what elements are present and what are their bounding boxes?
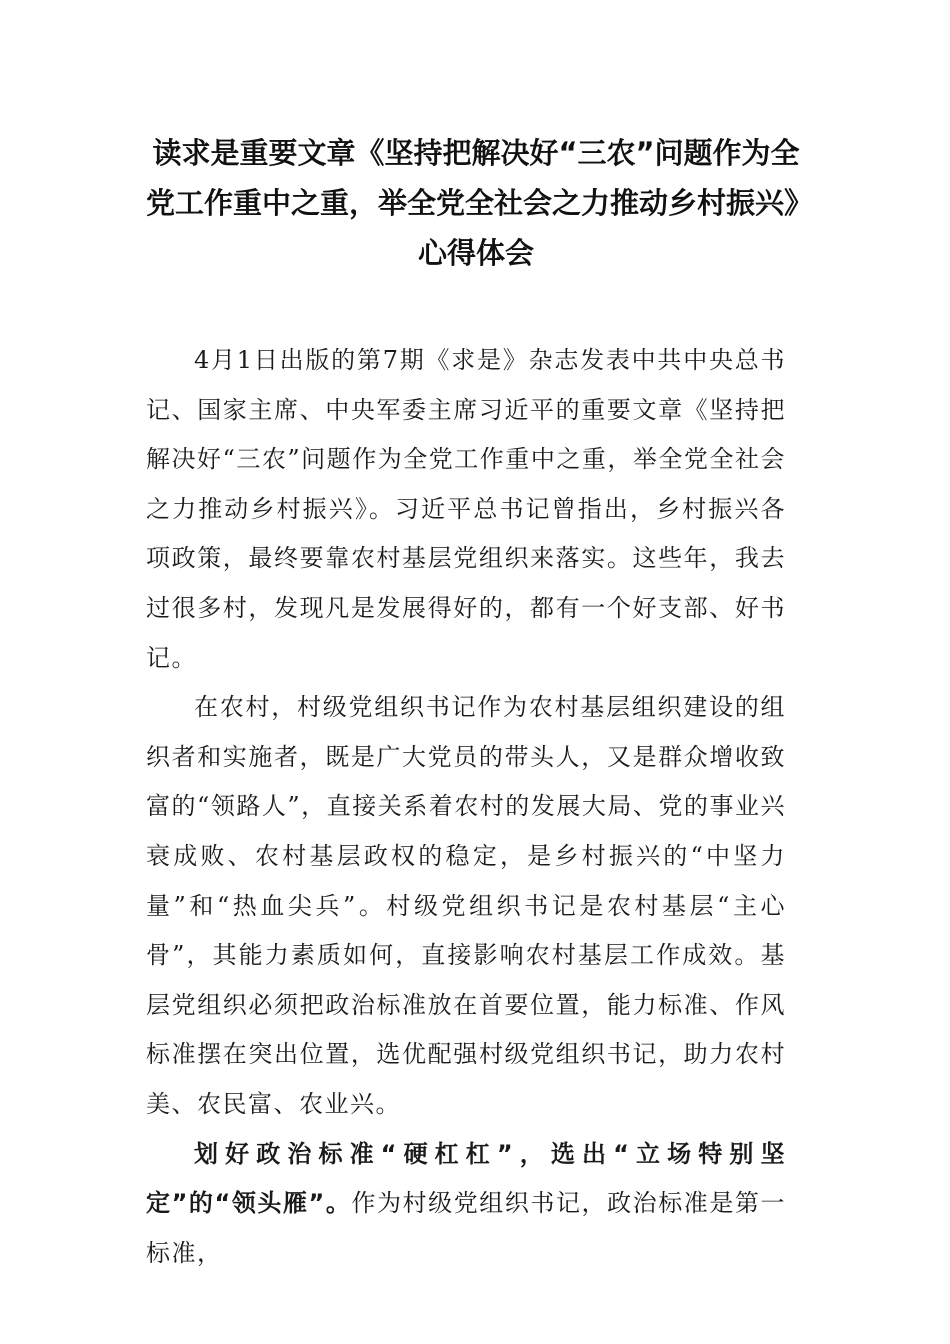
paragraph-1-text: 4月1日出版的第7期《求是》杂志发表中共中央总书记、国家主席、中央军委主席习近平的重要文章《坚持把解决好“三农”问题作为全党工作重中之重，举全党全社会之力推动乡村振兴》。习近平总书记曾指出，乡村振兴各项政策，最终要靠农村基层党组织来落实。这些年，我去过很多村，发现凡是发展得好的，都有一个好支部、好书记。 xyxy=(146,346,786,672)
paragraph-1 xyxy=(146,336,786,683)
title-line-3: 心得体会 xyxy=(417,236,534,270)
paragraph-3-lead: 划好政治标准“硬杠杠”，选出“立场特别坚定”的“领头雁”。 xyxy=(146,1139,786,1218)
title-line-1: 读求是重要文章《坚持把解决好“三农”问题作为全 xyxy=(152,136,800,170)
document-body xyxy=(146,336,786,1278)
paragraph-2-text: 在农村，村级党组织书记作为农村基层组织建设的组织者和实施者，既是广大党员的带头人，又是群众增收致富的“领路人”，直接关系着农村的发展大局、党的事业兴衰成败、农村基层政权的稳定，是乡村振兴的“中坚力量”和“热血尖兵”。村级党组织书记是农村基层“主心骨”，其能力素质如何，直接影响农村基层工作成效。基层党组织必须把政治标准放在首要位置，能力标准、作风标准摆在突出位置，选优配强村级党组织书记，助力农村美、农民富、农业兴。 xyxy=(146,693,786,1118)
title-line-2: 党工作重中之重，举全党全社会之力推动乡村振兴》 xyxy=(146,186,814,220)
paragraph-2 xyxy=(146,683,786,1129)
document-page xyxy=(146,128,814,1267)
paragraph-3 xyxy=(146,1130,786,1279)
paragraph-3-text: 作为村级党组织书记，政治标准是第一标准， xyxy=(146,1189,786,1267)
document-title xyxy=(146,128,814,278)
